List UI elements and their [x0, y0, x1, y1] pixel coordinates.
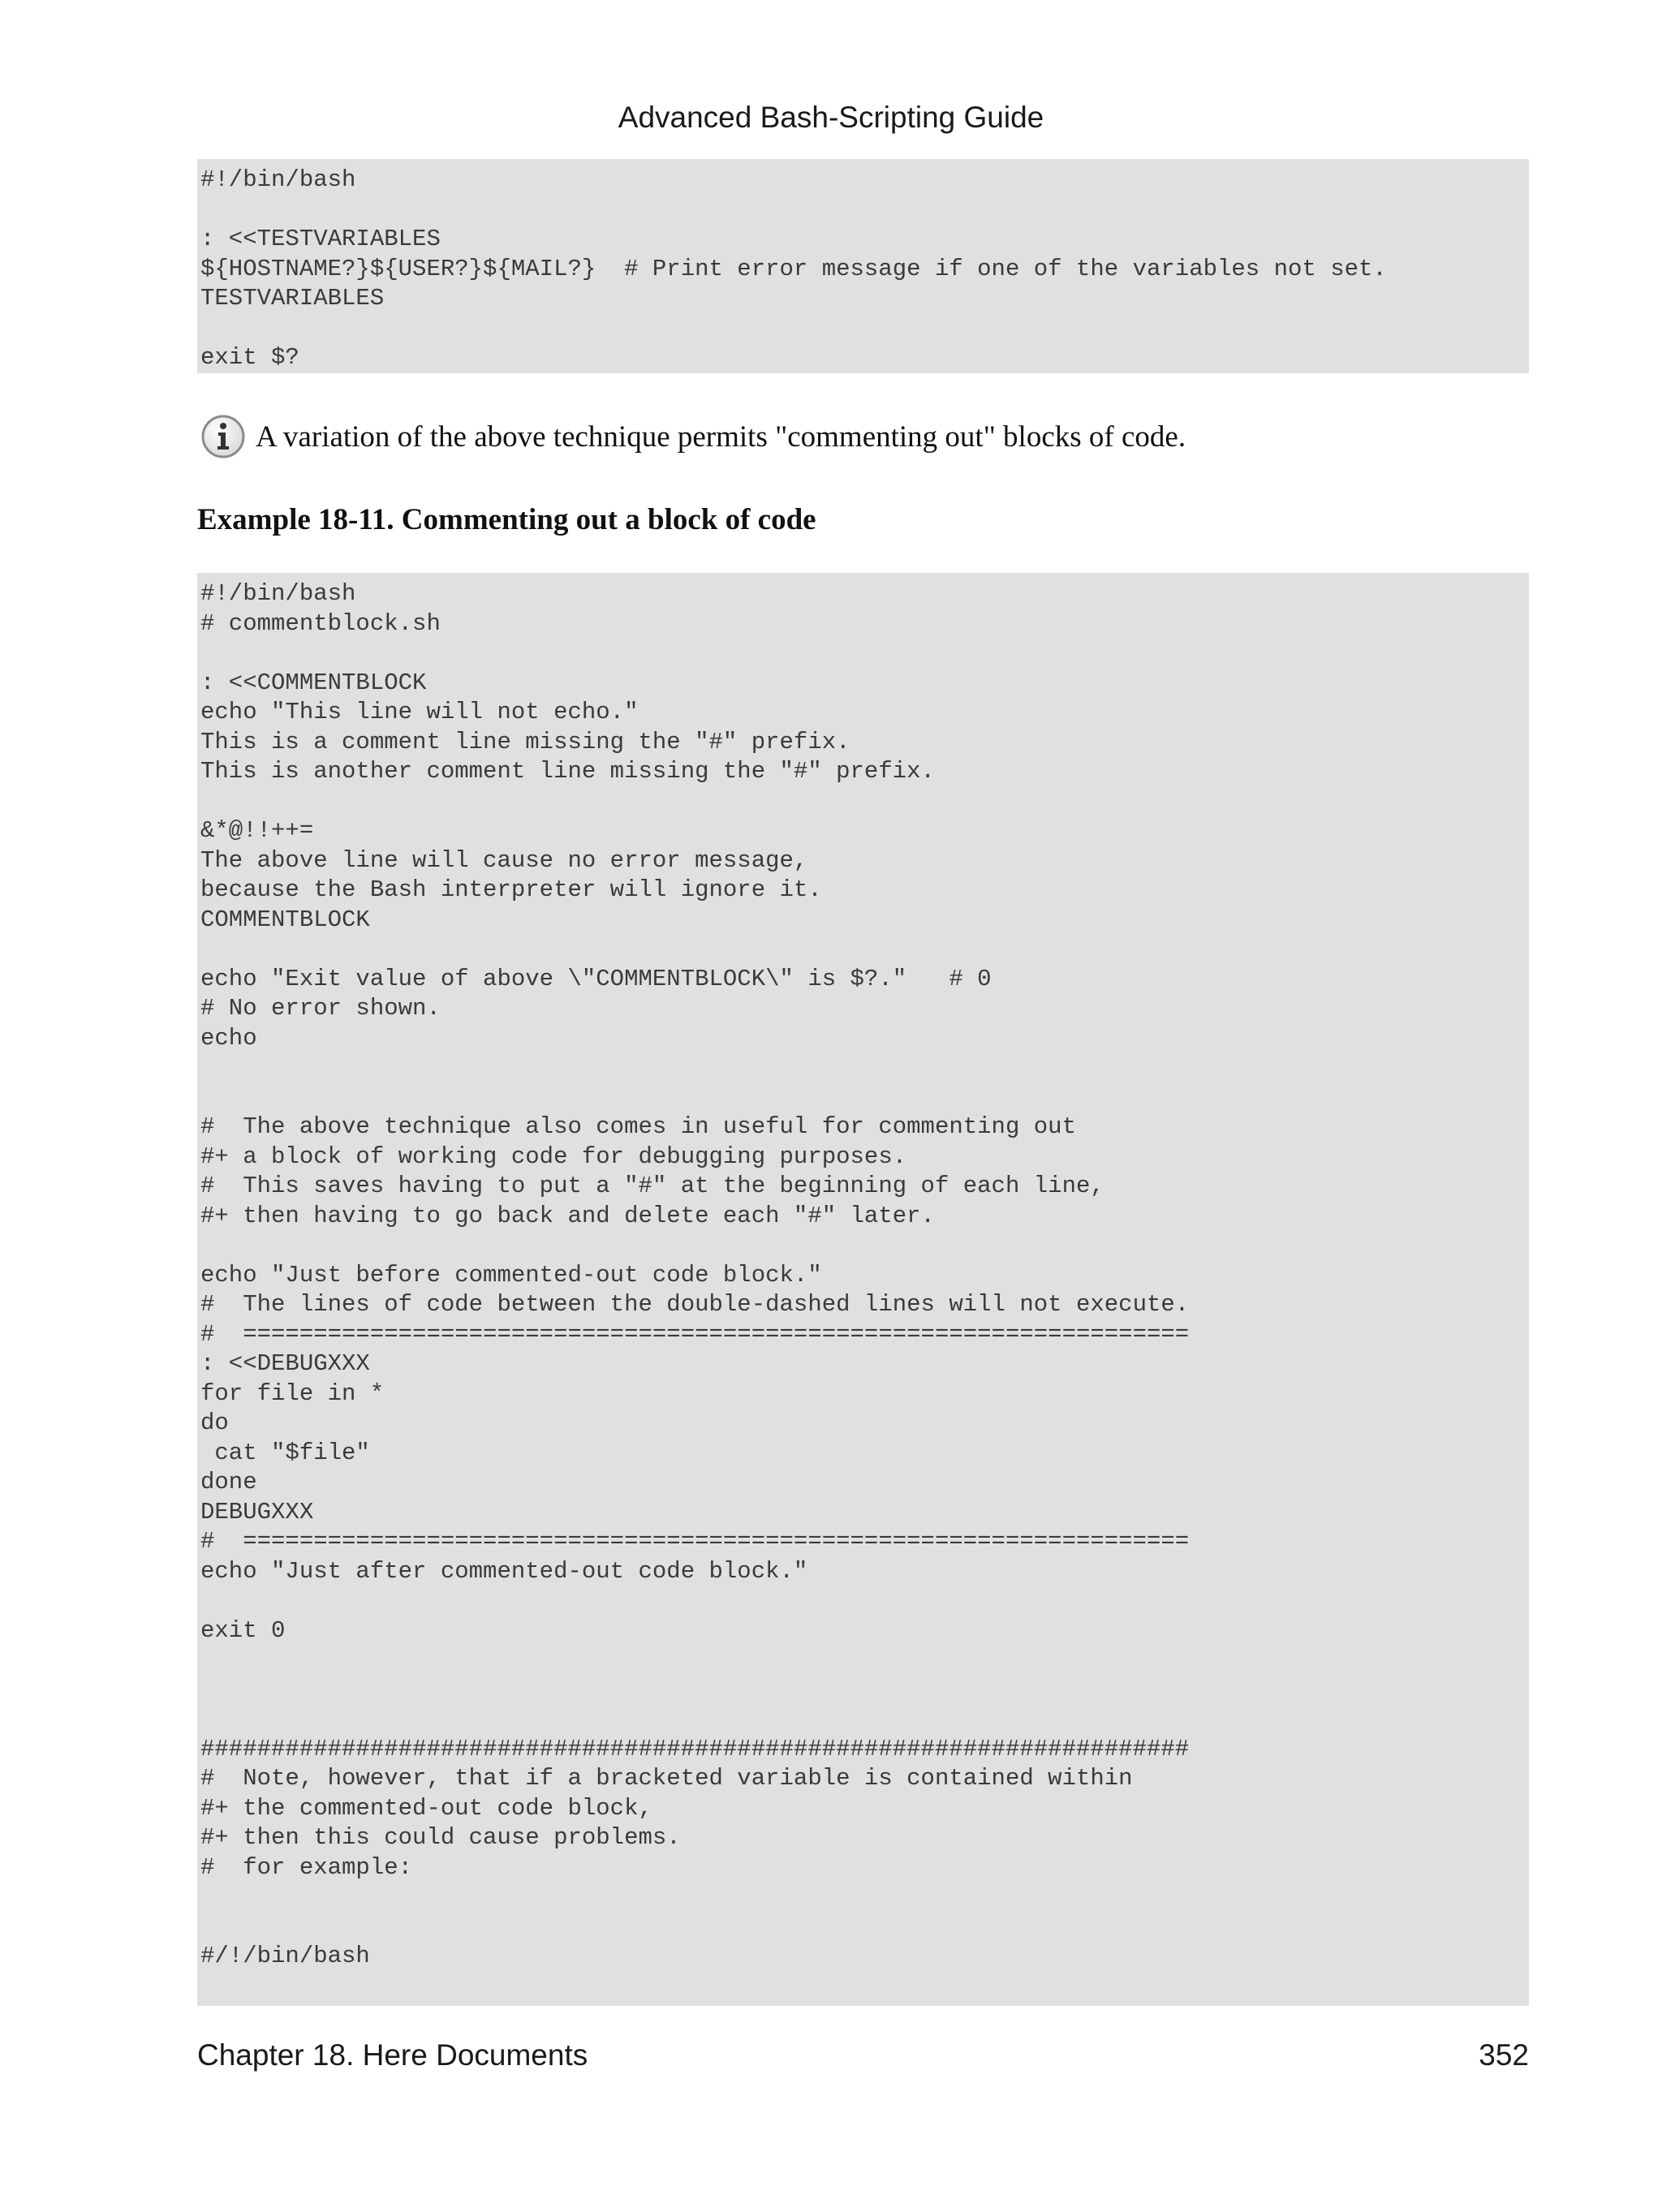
code-line: ${HOSTNAME?}${USER?}${MAIL?} # Print error message if one of the variables not set. — [200, 255, 1387, 282]
code-line — [200, 1231, 1526, 1261]
code-line — [200, 1646, 1526, 1676]
code-line: exit $? — [200, 344, 299, 371]
code-line: for file in * — [200, 1379, 385, 1407]
code-line: : <<COMMENTBLOCK — [200, 669, 427, 696]
code-line: This is a comment line missing the "#" prefix. — [200, 728, 850, 755]
code-line: # Note, however, that if a bracketed variable is contained within — [200, 1765, 1133, 1792]
code-line: because the Bash interpreter will ignore it. — [200, 876, 822, 903]
code-line: # No error shown. — [200, 995, 441, 1022]
code-line: DEBUGXXX — [200, 1498, 314, 1526]
note-callout — [200, 412, 1186, 461]
code-line — [200, 639, 1526, 669]
code-line: # commentblock.sh — [200, 609, 441, 637]
code-line: # =================================================================== — [200, 1320, 1190, 1348]
code-line — [200, 1883, 1526, 1913]
note-text: A variation of the above technique permits "commenting out" blocks of code. — [256, 420, 1186, 454]
code-line: ###################################################################### — [200, 1735, 1190, 1762]
code-line — [200, 1676, 1526, 1706]
code-line: : <<TESTVARIABLES — [200, 226, 441, 252]
code-line — [200, 787, 1526, 817]
code-line — [200, 1083, 1526, 1113]
code-line — [200, 1705, 1526, 1735]
code-line: # =================================================================== — [200, 1528, 1190, 1555]
code-line: #!/bin/bash — [200, 580, 356, 607]
code-line: The above line will cause no error message, — [200, 846, 808, 874]
code-line: cat "$file" — [200, 1439, 370, 1466]
code-line: #+ the commented-out code block, — [200, 1794, 652, 1822]
code-line: do — [200, 1409, 229, 1436]
code-line: # This saves having to put a "#" at the beginning of each line, — [200, 1173, 1104, 1199]
footer-chapter: Chapter 18. Here Documents — [197, 2038, 588, 2072]
code-line: &*@!!++= — [200, 817, 314, 844]
code-line — [200, 1586, 1526, 1616]
code-line: echo "This line will not echo." — [200, 699, 639, 725]
code-line — [200, 196, 1526, 226]
code-line: : <<DEBUGXXX — [200, 1350, 370, 1377]
code-line: #+ a block of working code for debugging purposes. — [200, 1143, 907, 1170]
code-line: #!/bin/bash — [200, 166, 356, 193]
code-line — [200, 314, 1526, 344]
code-line — [200, 935, 1526, 965]
footer-page-number: 352 — [1479, 2038, 1529, 2072]
code-line: echo "Just before commented-out code block." — [200, 1261, 822, 1289]
code-line: echo "Exit value of above \"COMMENTBLOCK\" is $?." # 0 — [200, 965, 992, 992]
code-line: # The above technique also comes in useful for commenting out — [200, 1113, 1076, 1140]
code-line: exit 0 — [200, 1616, 286, 1644]
code-line: #/!/bin/bash — [200, 1943, 370, 1969]
code-line: COMMENTBLOCK — [200, 906, 370, 933]
code-block-commentblock — [197, 573, 1529, 2006]
code-line — [200, 1053, 1526, 1083]
code-line: TESTVARIABLES — [200, 285, 385, 312]
code-line: # The lines of code between the double-dashed lines will not execute. — [200, 1291, 1190, 1318]
code-line: #+ then having to go back and delete each "#" later. — [200, 1202, 935, 1229]
code-line: This is another comment line missing the "#" prefix. — [200, 758, 935, 785]
example-title: Example 18-11. Commenting out a block of code — [197, 503, 816, 536]
code-line: echo "Just after commented-out code block." — [200, 1557, 808, 1585]
info-icon — [200, 414, 246, 459]
code-line: echo — [200, 1024, 257, 1052]
code-line: done — [200, 1469, 257, 1495]
code-line: # for example: — [200, 1853, 413, 1881]
code-line — [200, 1913, 1526, 1943]
page-header: Advanced Bash-Scripting Guide — [618, 101, 1044, 134]
code-block-testvariables — [197, 159, 1529, 373]
code-line: #+ then this could cause problems. — [200, 1824, 681, 1851]
